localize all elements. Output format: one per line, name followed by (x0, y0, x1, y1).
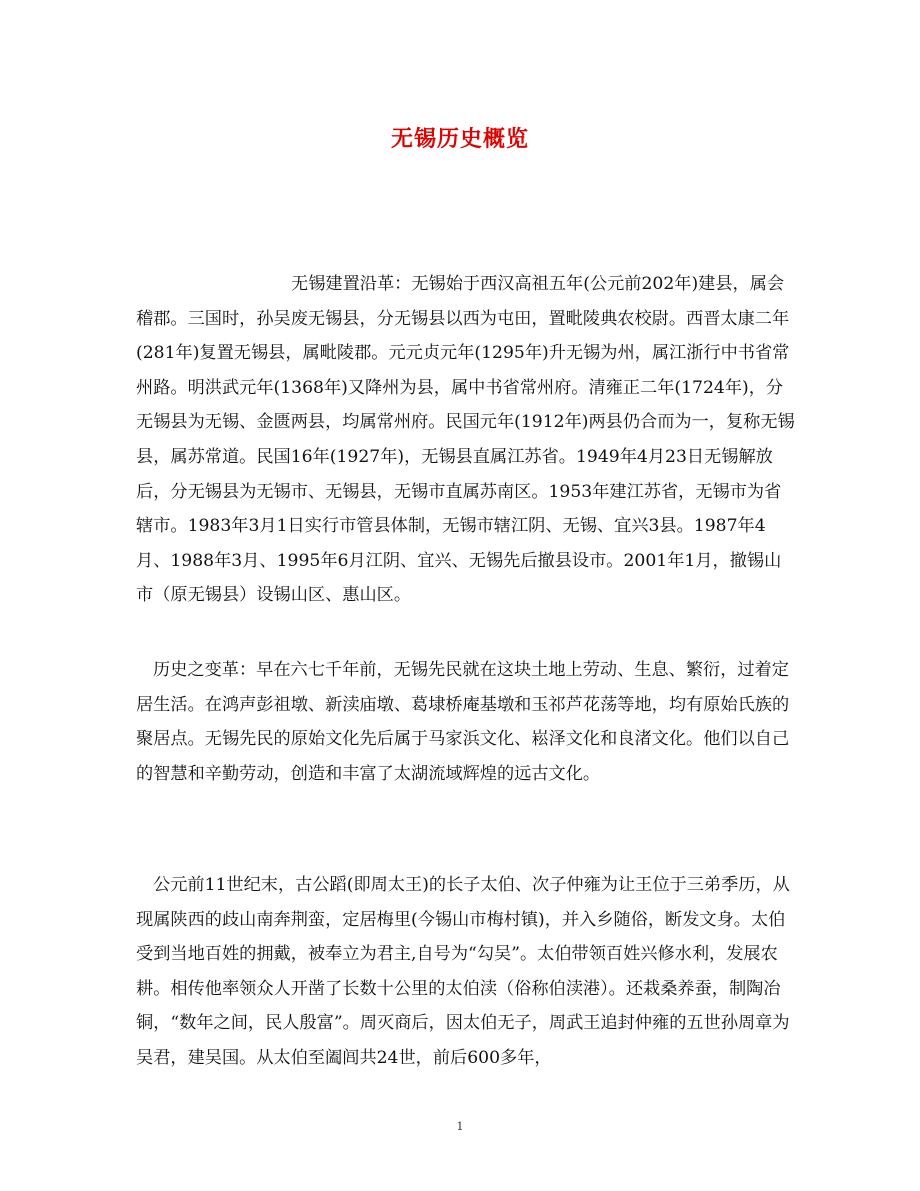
paragraph-historical-change: 历史之变革：早在六七千年前，无锡先民就在这块土地上劳动、生息、繁衍，过着定居生活。在鸿声彭祖墩、新渎庙墩、葛埭桥庵基墩和玉祁芦花荡等地，均有原始氏族的聚居点。无锡先民的原始文化先后属于马家浜文化、崧泽文化和良渚文化。他们以自己的智慧和辛勤劳动，创造和丰富了太湖流域辉煌的远古文化。 (136, 660, 790, 784)
page-number: 1 (456, 1120, 464, 1133)
paragraph-wu-state-origin: 公元前11世纪末，古公蹈(即周太王)的长子太伯、次子仲雍为让王位于三弟季历，从现属陕西的歧山南奔荆蛮，定居梅里(今锡山市梅村镇)，并入乡随俗，断发文身。太伯受到当地百姓的拥戴，被奉立为君主,自号为“勾吴”。太伯带领百姓兴修水利，发展农耕。相传他率领众人开凿了长数十公里的太伯渎（俗称伯渎港）。还栽桑养蚕，制陶冶铜，“数年之间，民人殷富”。周灭商后，因太伯无子，周武王追封仲雍的五世孙周章为吴君，建吴国。从太伯至阖闾共24世，前后600多年， (136, 875, 790, 1068)
document-title: 无锡历史概览 (390, 126, 529, 152)
paragraph-administrative-history: 无锡建置沿革：无锡始于西汉高祖五年(公元前202年)建县，属会稽郡。三国时，孙吴废无锡县，分无锡县以西为屯田，置毗陵典农校尉。西晋太康二年(281年)复置无锡县，属毗陵郡。元元贞元年(1295年)升无锡为州，属江浙行中书省常州路。明洪武元年(1368年)又降州为县，属中书省常州府。清雍正二年(1724年)，分无锡县为无锡、金匮两县，均属常州府。民国元年(1912年)两县仍合而为一，复称无锡县，属苏常道。民国16年(1927年)，无锡县直属江苏省。1949年4月23日无锡解放后，分无锡县为无锡市、无锡县，无锡市直属苏南区。1953年建江苏省，无锡市为省辖市。1983年3月1日实行市管县体制，无锡市辖江阴、无锡、宜兴3县。1987年4月、1988年3月、1995年6月江阴、宜兴、无锡先后撤县设市。2001年1月，撤锡山市（原无锡县）设锡山区、惠山区。 (136, 274, 795, 606)
